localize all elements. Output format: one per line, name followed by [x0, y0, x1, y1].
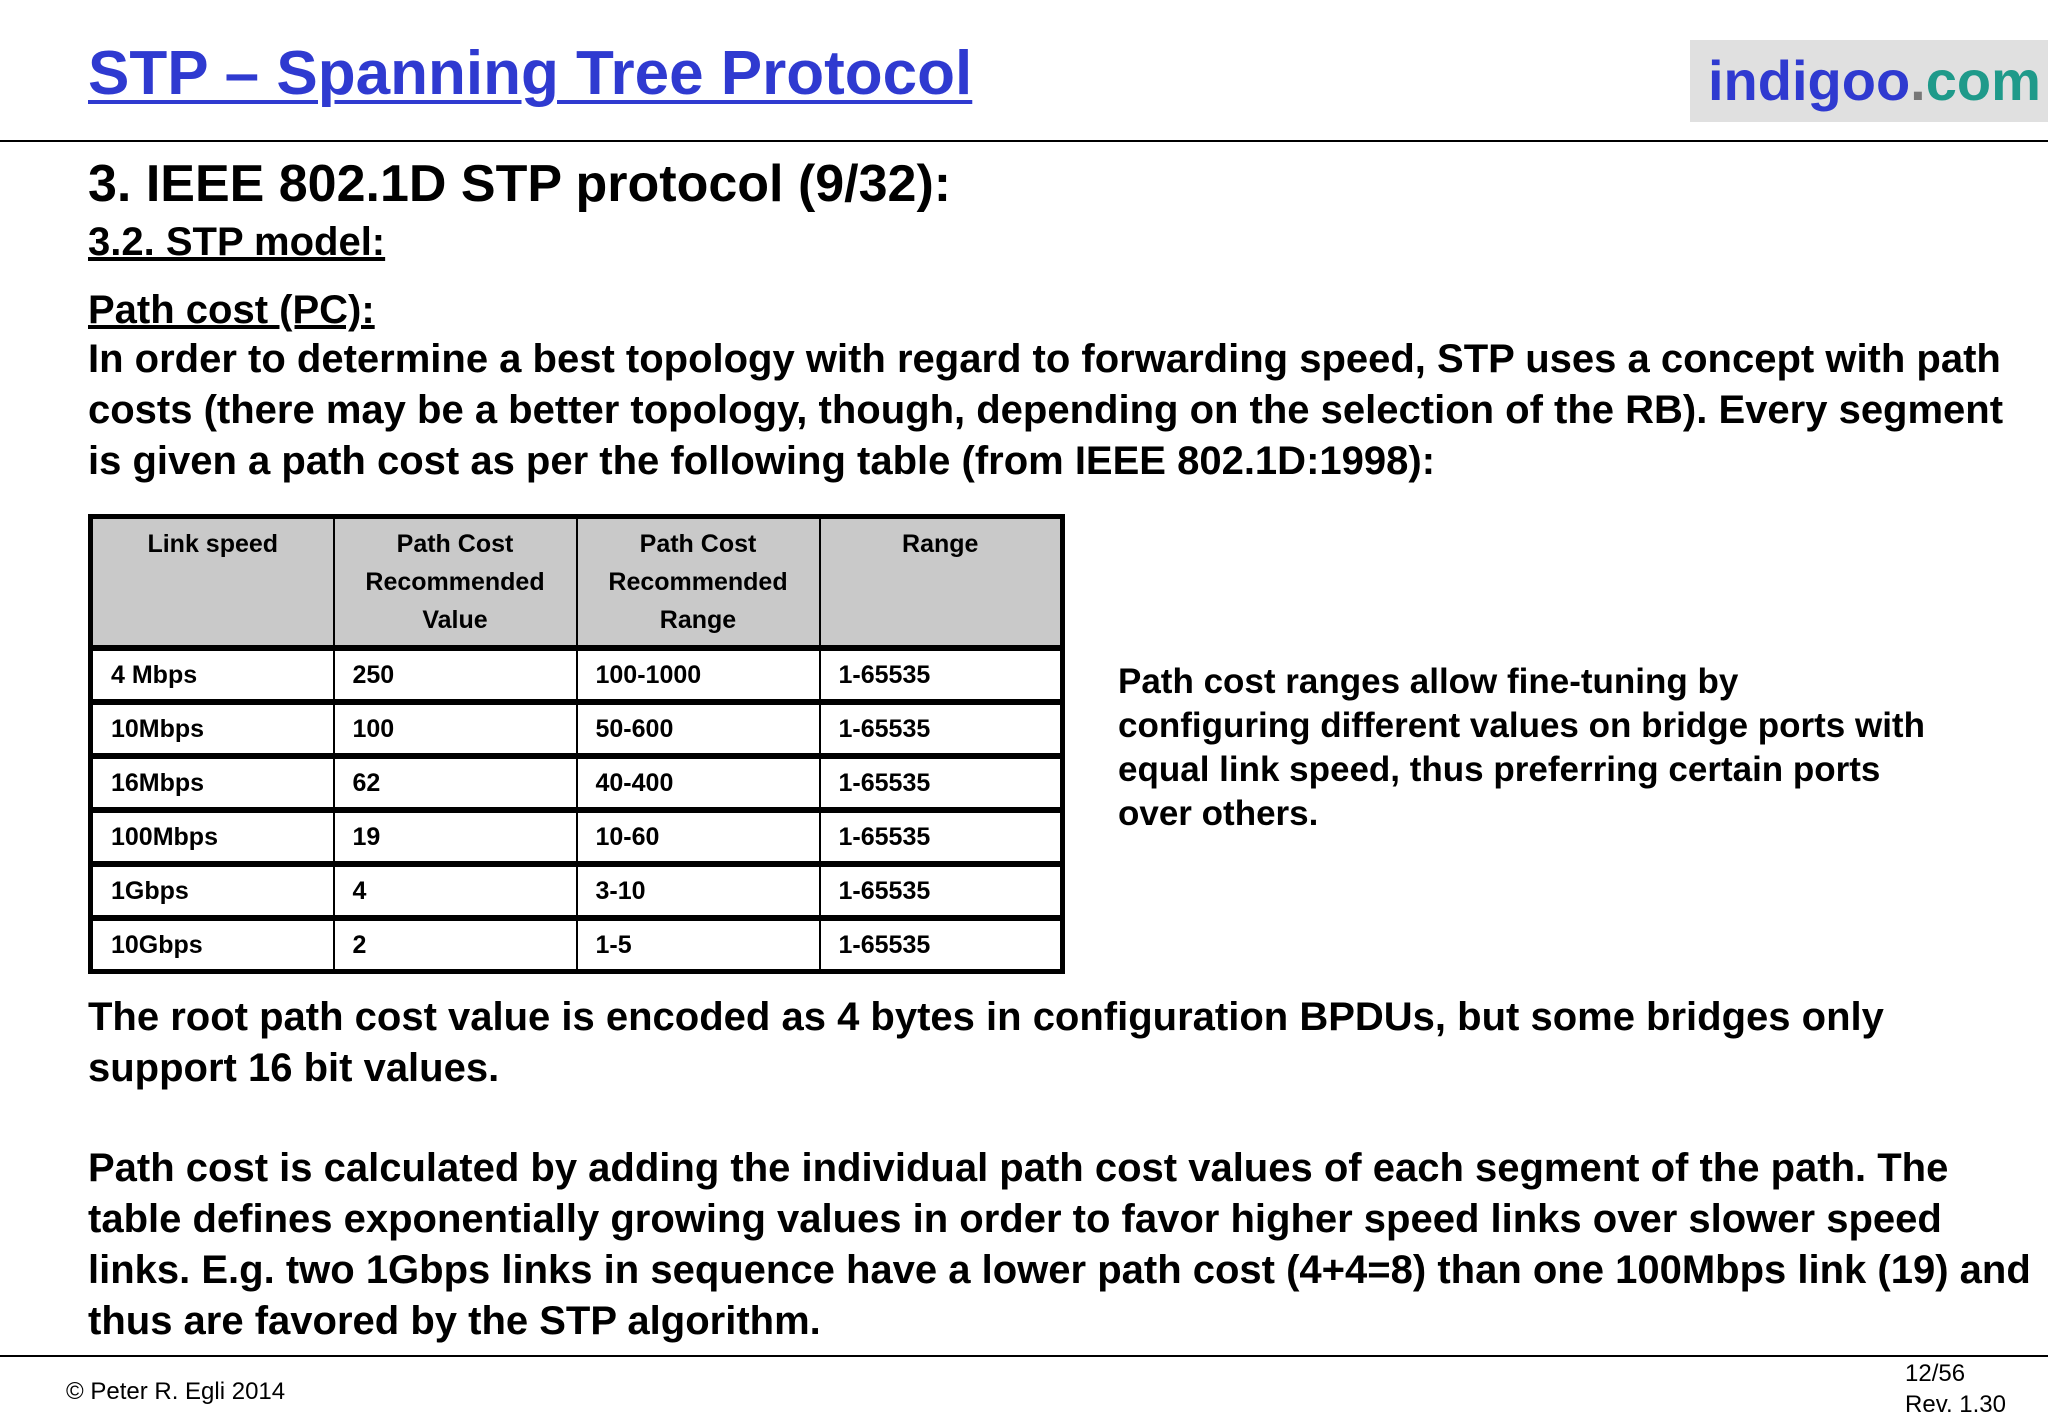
cell-range: 1-65535: [820, 648, 1063, 702]
header-line: Path Cost: [639, 530, 757, 558]
cell-path-cost-range: 40-400: [577, 756, 820, 810]
logo-part-com: com: [1925, 49, 2041, 112]
table-row: [91, 756, 1063, 810]
cell-path-cost-value: 62: [334, 756, 577, 810]
header-divider: [0, 140, 2048, 142]
table-row: [91, 702, 1063, 756]
cell-path-cost-range: 3-10: [577, 864, 820, 918]
logo-part-dot: .: [1910, 49, 1926, 112]
path-cost-calculation-paragraph: Path cost is calculated by adding the individual path cost values of each segment of the path. The table defines exponentially growing values in order to favor higher speed links over slower speed links. E.g. two 1Gbps links in sequence have a lower path cost (4+4=8) than one 100Mbps link (19) and thus are favored by the STP algorithm.: [88, 1146, 2031, 1343]
cell-range: 1-65535: [820, 864, 1063, 918]
slide-title: STP – Spanning Tree Protocol: [88, 39, 973, 108]
side-note: Path cost ranges allow fine-tuning by configuring different values on bridge ports with equal link speed, thus preferring certain ports over others.: [1118, 662, 1925, 833]
cell-path-cost-range: 1-5: [577, 918, 820, 972]
bpdu-encoding-paragraph: The root path cost value is encoded as 4 bytes in configuration BPDUs, but some bridges only support 16 bit values.: [88, 995, 1884, 1090]
indigoo-logo: [1690, 40, 2048, 122]
header-link-speed: [91, 517, 334, 649]
table-row: [91, 918, 1063, 972]
cell-link-speed: 16Mbps: [91, 756, 334, 810]
cell-range: 1-65535: [820, 702, 1063, 756]
table-row: [91, 864, 1063, 918]
header-path-cost-value: [334, 517, 577, 649]
cell-link-speed: 4 Mbps: [91, 648, 334, 702]
path-cost-heading: Path cost (PC):: [88, 288, 375, 332]
footer-divider: [0, 1355, 2048, 1357]
cell-path-cost-value: 250: [334, 648, 577, 702]
header-line: Range: [902, 530, 979, 558]
logo-part-indigoo: indigoo: [1708, 49, 1911, 112]
header-line: Link speed: [147, 530, 279, 558]
cell-path-cost-value: 2: [334, 918, 577, 972]
cell-path-cost-value: 19: [334, 810, 577, 864]
cell-link-speed: 1Gbps: [91, 864, 334, 918]
path-cost-table: [88, 514, 1065, 974]
cell-range: 1-65535: [820, 810, 1063, 864]
cell-range: 1-65535: [820, 918, 1063, 972]
header-line: Path Cost: [396, 530, 514, 558]
copyright-notice: © Peter R. Egli 2014: [66, 1378, 286, 1405]
revision: Rev. 1.30: [1905, 1391, 2006, 1418]
table-row: [91, 648, 1063, 702]
table-header-row: [91, 517, 1063, 649]
cell-link-speed: 10Mbps: [91, 702, 334, 756]
header-range: [820, 517, 1063, 649]
cell-link-speed: 100Mbps: [91, 810, 334, 864]
header-line: Recommended: [365, 568, 545, 596]
table-row: [91, 810, 1063, 864]
page-info: [1905, 1358, 2006, 1420]
cell-path-cost-range: 100-1000: [577, 648, 820, 702]
header-line: Range: [659, 606, 737, 634]
section-heading: 3. IEEE 802.1D STP protocol (9/32):: [88, 155, 952, 213]
cell-link-speed: 10Gbps: [91, 918, 334, 972]
page-number: 12/56: [1905, 1360, 1966, 1387]
subsection-heading: 3.2. STP model:: [88, 220, 386, 264]
header-line: Recommended: [608, 568, 788, 596]
header-line: Value: [422, 606, 488, 634]
cell-path-cost-range: 50-600: [577, 702, 820, 756]
intro-paragraph: In order to determine a best topology with regard to forwarding speed, STP uses a concept with path costs (there may be a better topology, though, depending on the selection of the RB). Every segment is given a path cost as per the following table (from IEEE 802.1D:1998):: [88, 337, 2004, 483]
cell-path-cost-value: 4: [334, 864, 577, 918]
cell-path-cost-value: 100: [334, 702, 577, 756]
header-path-cost-range: [577, 517, 820, 649]
cell-range: 1-65535: [820, 756, 1063, 810]
cell-path-cost-range: 10-60: [577, 810, 820, 864]
